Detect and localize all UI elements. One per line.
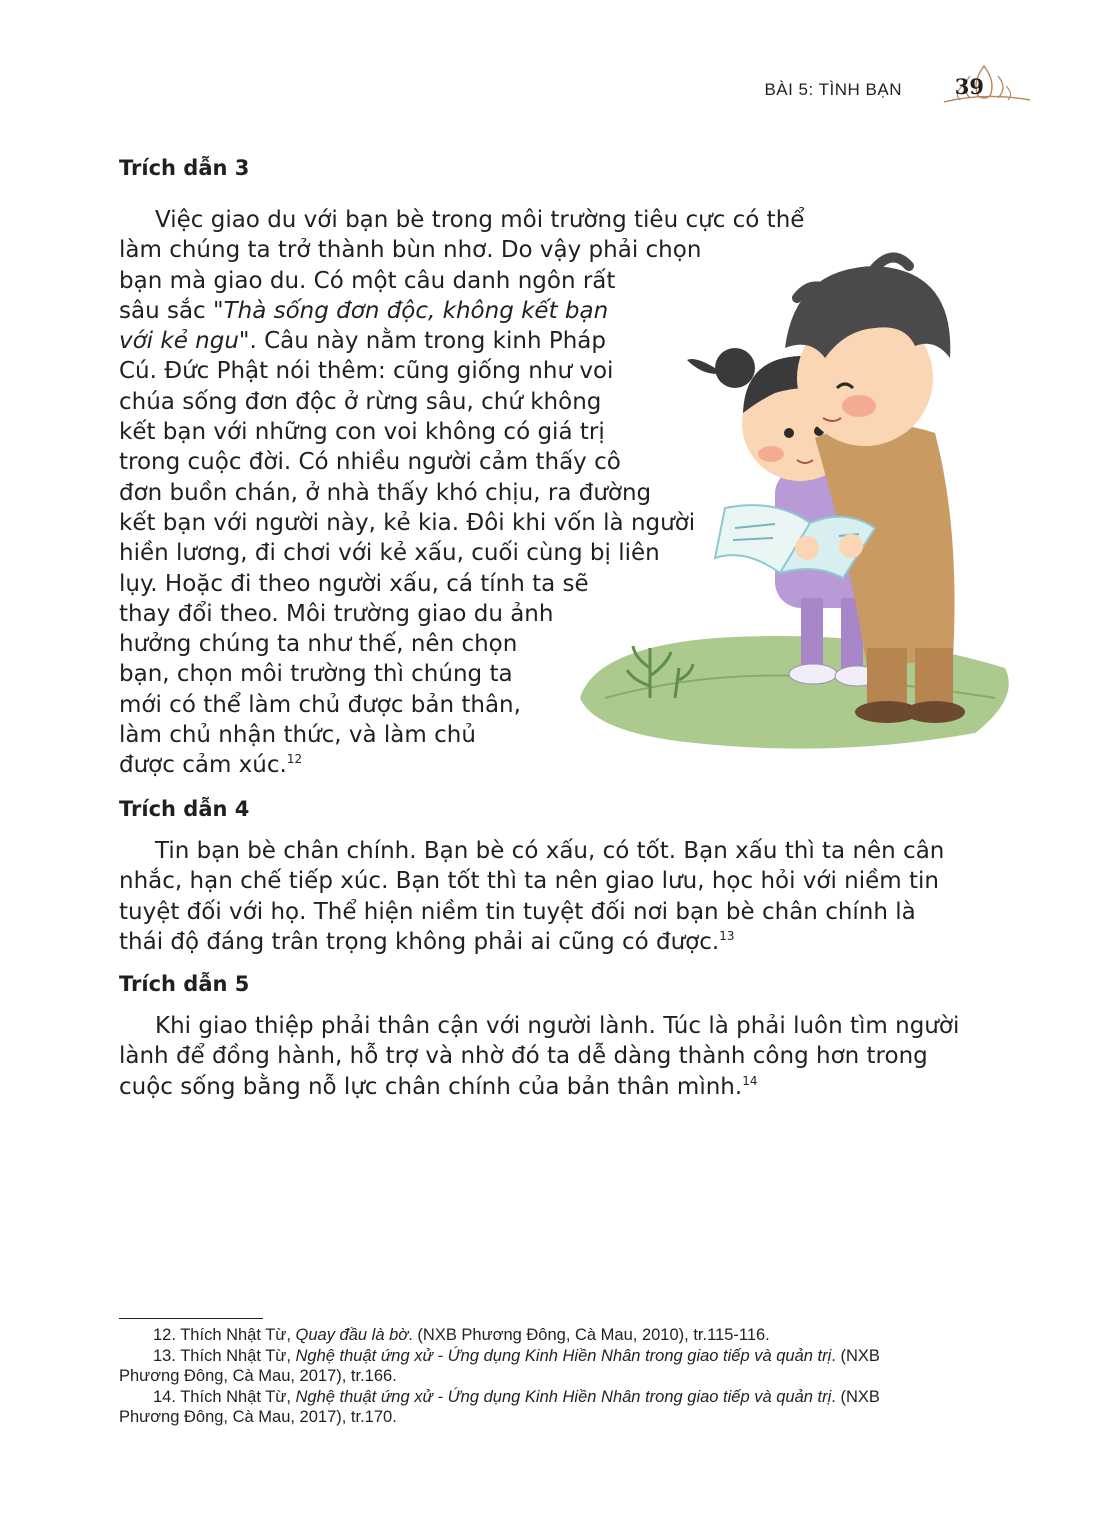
text-line [119,927,944,957]
footnote-text: 13. Thích Nhật Từ, [153,1346,296,1365]
text-run: được cảm xúc. [119,752,287,779]
footnotes [119,1325,991,1428]
quote-italic: với kẻ ngu [119,328,239,355]
footnote-text: . (NXB [831,1346,880,1365]
footnote-14 [119,1387,991,1408]
text-line: làm chủ nhận thức, và làm chủ [119,722,476,749]
children-reading-illustration [575,228,1020,768]
quote-italic: Thà sống đơn độc, không kết bạn [223,297,609,324]
text-line: lành để đồng hành, hỗ trợ và nhờ đó ta dễ dàng thành công hơn trong [119,1043,928,1070]
text-line: bạn, chọn môi trường thì chúng ta [119,661,513,688]
page-number: 39 [954,74,984,99]
text-line: kết bạn với người này, kẻ kia. Đôi khi vốn là người [119,509,696,536]
text-line: nhắc, hạn chế tiếp xúc. Bạn tốt thì ta nên giao lưu, học hỏi với niềm tin [119,868,939,895]
section-heading-3: Trích dẫn 3 [119,156,250,180]
text-line: chúa sống đơn độc ở rừng sâu, chứ không [119,388,602,415]
text-line: mới có thể làm chủ được bản thân, [119,691,521,718]
footnote-12 [119,1325,991,1346]
footnote-13 [119,1346,991,1367]
text-line: bạn mà giao du. Có một câu danh ngôn rất [119,267,616,294]
footnote-text: . (NXB Phương Đông, Cà Mau, 2010), tr.115-116. [408,1326,770,1344]
lotus-ornament-icon [934,62,1034,108]
text-line: lụy. Hoặc đi theo người xấu, cá tính ta sẽ [119,570,589,597]
footnote-ref[interactable]: 14 [742,1073,758,1088]
footnote-ref[interactable]: 12 [286,752,303,767]
text-line: đơn buồn chán, ở nhà thấy khó chịu, ra đường [119,479,652,506]
section-5-body [119,1011,959,1102]
text-line [119,1072,959,1102]
footnote-ref[interactable]: 13 [719,928,735,943]
text-run: thái độ đáng trân trọng không phải ai cũng có được. [119,928,720,955]
text-run: sâu sắc " [119,297,224,324]
text-line: tuyệt đối với họ. Thể hiện niềm tin tuyệt đối nơi bạn bè chân chính là [119,898,916,925]
footnote-divider [119,1318,263,1319]
footnote-title: Nghệ thuật ứng xử - Ứng dụng Kinh Hiền Nhân trong giao tiếp và quản trị [295,1346,832,1365]
footnote-title: Quay đầu là bờ [295,1326,409,1344]
text-line: làm chúng ta trở thành bùn nhơ. Do vậy phải chọn [119,237,702,264]
text-line: hiền lương, đi chơi với kẻ xấu, cuối cùng bị liên [119,540,660,567]
text-line: Khi giao thiệp phải thân cận với người lành. Túc là phải luôn tìm người [155,1013,960,1039]
footnote-13-cont: Phương Đông, Cà Mau, 2017), tr.166. [119,1367,397,1385]
text-line: Tin bạn bè chân chính. Bạn bè có xấu, có tốt. Bạn xấu thì ta nên cân [155,838,945,864]
text-line: kết bạn với những con voi không có giá trị [119,419,605,446]
text-line: trong cuộc đời. Có nhiều người cảm thấy cô [119,449,621,476]
page-header [714,74,1034,118]
footnote-text: 14. Thích Nhật Từ, [153,1387,296,1406]
text-line: Cú. Đức Phật nói thêm: cũng giống như voi [119,358,614,385]
text-line: thay đổi theo. Môi trường giao du ảnh [119,600,554,627]
text-line: hưởng chúng ta như thế, nên chọn [119,631,518,658]
footnote-text: . (NXB [831,1387,880,1406]
text-run: ". Câu này nằm trong kinh Pháp [238,328,606,355]
footnote-title: Nghệ thuật ứng xử - Ứng dụng Kinh Hiền Nhân trong giao tiếp và quản trị [295,1387,832,1406]
text-run: cuộc sống bằng nỗ lực chân chính của bản thân mình. [119,1073,743,1100]
section-4-body [119,836,944,957]
footnote-text: 12. Thích Nhật Từ, [153,1326,296,1344]
text-line: Việc giao du với bạn bè trong môi trường tiêu cực có thể [155,207,805,233]
chapter-title: BÀI 5: TÌNH BẠN [764,80,902,99]
section-heading-4: Trích dẫn 4 [119,797,250,821]
section-heading-5: Trích dẫn 5 [119,972,250,996]
footnote-14-cont: Phương Đông, Cà Mau, 2017), tr.170. [119,1408,397,1426]
